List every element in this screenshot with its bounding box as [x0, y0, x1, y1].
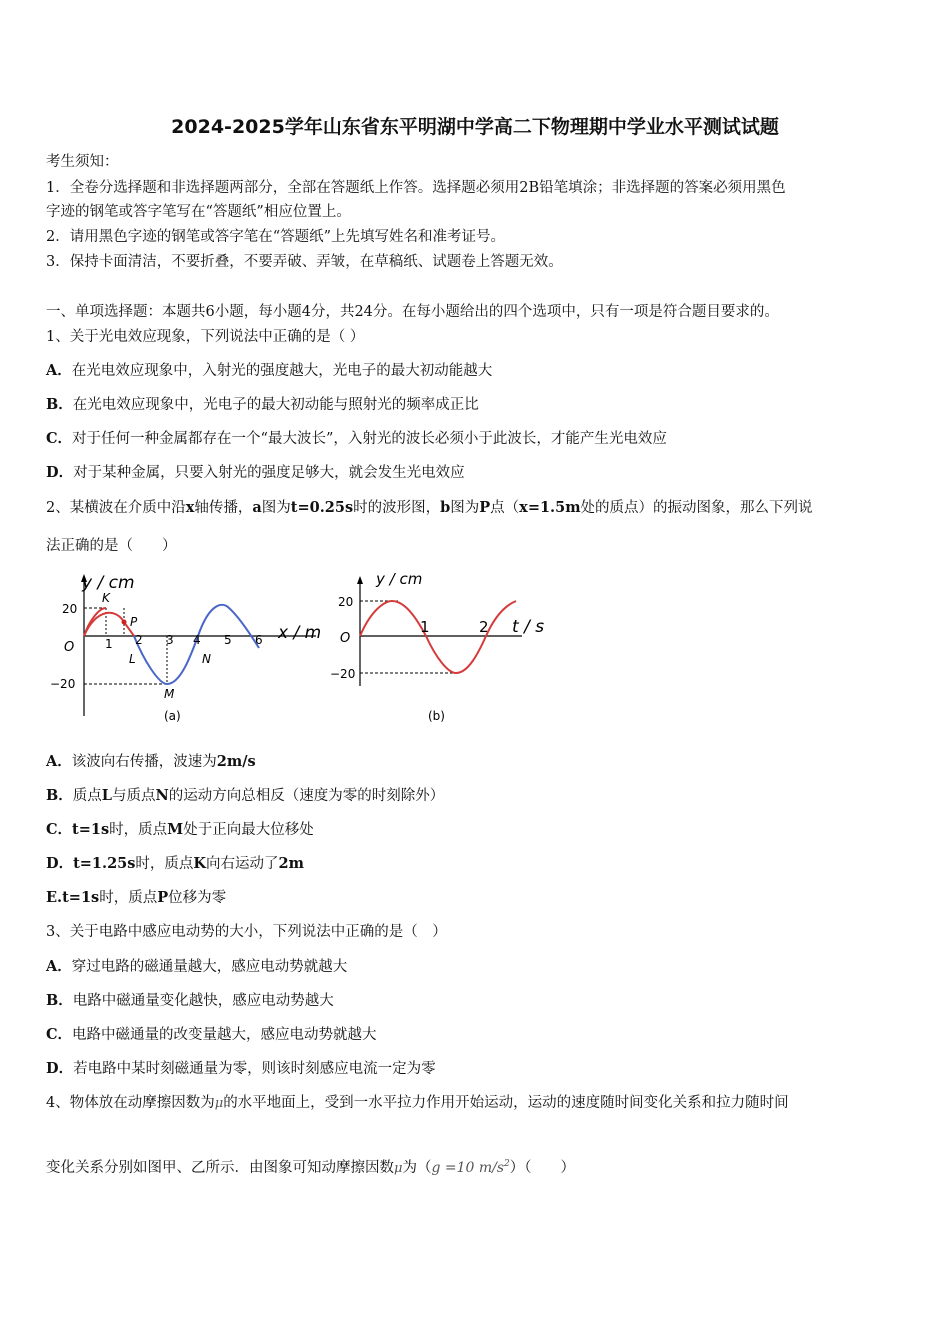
- q2-stem-part: 处的质点）的振动图象，那么下列说: [580, 500, 813, 516]
- tick-label-x: 6: [255, 633, 263, 647]
- option-key: D．: [46, 855, 74, 872]
- q4-stem-part: 为（: [402, 1159, 432, 1176]
- q4-stem-part: 变化关系分别如图甲、乙所示．由图象可知动摩擦因数: [46, 1159, 394, 1176]
- gravity-exponent: 2: [504, 1159, 510, 1169]
- point-label: N: [202, 652, 211, 666]
- question-4-stem: [46, 1093, 910, 1114]
- option-text: 在光电效应现象中，光电子的最大初动能与照射光的频率成正比: [72, 397, 479, 413]
- figure-caption: (b): [428, 709, 445, 723]
- tick-label-x: 4: [193, 633, 201, 647]
- tick-label-x: 3: [166, 633, 174, 647]
- tick-label-y: 20: [338, 595, 354, 609]
- option-text: 对于某种金属，只要入射光的强度足够大，就会发生光电效应: [73, 465, 465, 481]
- option-text: 2m/s: [216, 753, 256, 770]
- q2-option-d: [46, 854, 910, 874]
- tick-label-y: −20: [330, 667, 356, 681]
- option-text: 与质点: [111, 788, 156, 804]
- option-key: C．: [46, 821, 73, 838]
- option-text: 电路中磁通量的改变量越大，感应电动势就越大: [72, 1027, 377, 1043]
- question-3-stem: 3、关于电路中感应电动势的大小，下列说法中正确的是（ ）: [46, 924, 447, 940]
- option-text: 2m: [278, 855, 304, 872]
- q2-stem-part: 图为: [450, 500, 480, 516]
- option-text: 位移为零: [168, 890, 227, 906]
- option-text: 质点: [72, 788, 102, 804]
- option-text: L: [101, 787, 112, 804]
- option-key: D．: [46, 1060, 74, 1077]
- q2-stem-part: P: [479, 499, 491, 516]
- option-key: B．: [46, 787, 73, 804]
- figure-caption: (a): [164, 709, 181, 723]
- tick-label-t: 1: [420, 618, 430, 636]
- option-text: 对于任何一种金属都存在一个“最大波长”，入射光的波长必须小于此波长，才能产生光电效应: [72, 431, 667, 447]
- q1-option-c: [46, 429, 910, 449]
- tick-label-t: 2: [479, 618, 489, 636]
- q2-stem-part: 图为: [261, 500, 291, 516]
- option-text: N: [155, 787, 169, 804]
- notice-item: 3．保持卡面清洁，不要折叠，不要弄破、弄皱，在草稿纸、试题卷上答题无效。: [46, 254, 563, 270]
- point-p-marker: [122, 620, 127, 625]
- option-text: K: [193, 855, 207, 872]
- tick-label-y: 20: [62, 602, 78, 616]
- vibration-curve: [426, 601, 516, 673]
- q2-stem-part: a: [252, 499, 262, 516]
- option-text: 向右运动了: [206, 856, 279, 872]
- option-key: A．: [46, 958, 72, 975]
- q4-stem-part: 4、物体放在动摩擦因数为: [46, 1095, 215, 1111]
- option-text: t=1.25s: [73, 855, 136, 872]
- option-text: P: [157, 889, 169, 906]
- q2-option-e: [46, 888, 910, 908]
- option-text: 处于正向最大位移处: [183, 822, 314, 838]
- point-label: M: [164, 687, 175, 701]
- q2-stem-part: t=0.25s: [290, 499, 354, 516]
- option-text: 电路中磁通量变化越快，感应电动势越大: [72, 993, 334, 1009]
- wave-figure-a: [44, 566, 334, 726]
- tick-label-y: −20: [50, 677, 76, 691]
- option-key: B．: [46, 396, 73, 413]
- q2-stem-part: x=1.5m: [519, 499, 581, 516]
- mu-symbol: μ: [214, 1096, 224, 1111]
- tick-label-x: 2: [135, 633, 143, 647]
- q2-stem-part: 点（: [490, 500, 520, 516]
- q2-stem-part: 2、某横波在介质中沿: [46, 500, 186, 516]
- page-title: 2024-2025学年山东省东平明湖中学高二下物理期中学业水平测试试题: [171, 116, 779, 138]
- origin-label: O: [340, 631, 351, 646]
- q2-stem-part: b: [440, 499, 451, 516]
- q3-option-c: [46, 1025, 910, 1045]
- wave-curve-red: [84, 608, 106, 636]
- question-4-stem-line2: [46, 1154, 910, 1179]
- q3-option-a: [46, 957, 910, 977]
- option-key: D．: [46, 464, 74, 481]
- option-text: 穿过电路的磁通量越大，感应电动势就越大: [71, 959, 348, 975]
- q1-option-d: [46, 463, 910, 483]
- option-text: 若电路中某时刻磁通量为零，则该时刻感应电流一定为零: [73, 1061, 436, 1077]
- option-text: 该波向右传播，波速为: [71, 754, 217, 770]
- option-text: 在光电效应现象中，入射光的强度越大，光电子的最大初动能越大: [71, 363, 493, 379]
- q2-option-c: [46, 820, 910, 840]
- axis-label-y: y / cm: [82, 573, 135, 593]
- origin-label: O: [64, 640, 75, 655]
- option-text: 的运动方向总相反（速度为零的时刻除外）: [168, 788, 445, 804]
- wave-curve-red: [84, 613, 134, 636]
- y-axis-arrow: [357, 576, 363, 584]
- option-text: M: [167, 821, 184, 838]
- point-label: K: [102, 591, 110, 605]
- option-key: E.: [46, 889, 63, 906]
- tick-label-x: 1: [105, 637, 113, 651]
- option-text: t=1s: [62, 889, 100, 906]
- q2-option-a: [46, 752, 910, 772]
- tick-label-x: 5: [224, 633, 232, 647]
- section-heading: 一、单项选择题：本题共6小题，每小题4分，共24分。在每小题给出的四个选项中，只有一项是符合题目要求的。: [46, 304, 779, 320]
- notice-item: 2．请用黑色字迹的钢笔或答字笔在“答题纸”上先填写姓名和准考证号。: [46, 229, 506, 245]
- option-text: 时，质点: [99, 890, 158, 906]
- gravity-expression: g =10 m/s: [431, 1159, 505, 1176]
- q2-stem-part: 轴传播，: [194, 500, 253, 516]
- notice-header: 考生须知：: [46, 154, 119, 170]
- axis-label-t: t / s: [512, 617, 545, 637]
- q2-stem-part: x: [185, 499, 195, 516]
- q2-stem-part: 时的波形图，: [353, 500, 441, 516]
- option-key: A．: [46, 753, 72, 770]
- option-key: C．: [46, 430, 73, 447]
- notice-item: 1．全卷分选择题和非选择题两部分，全部在答题纸上作答。选择题必须用2B铅笔填涂；非选择题的答案必须用黑色: [46, 180, 786, 196]
- notice-item: 字迹的钢笔或答字笔写在“答题纸”相应位置上。: [46, 204, 351, 220]
- q4-stem-part: 的水平地面上，受到一水平拉力作用开始运动，运动的速度随时间变化关系和拉力随时间: [223, 1095, 789, 1111]
- q1-option-a: [46, 361, 910, 381]
- axis-label-x: x / m: [278, 623, 322, 643]
- question-2-stem: [46, 498, 910, 518]
- q1-option-b: [46, 395, 910, 415]
- mu-symbol: μ: [394, 1160, 403, 1176]
- q4-stem-part: ）（ ）: [509, 1159, 576, 1176]
- option-text: t=1s: [72, 821, 110, 838]
- question-1-stem: 1、关于光电效应现象，下列说法中正确的是（ ）: [46, 329, 365, 345]
- wave-figure-b: [326, 566, 562, 726]
- option-text: 时，质点: [109, 822, 168, 838]
- q3-option-d: [46, 1059, 910, 1079]
- option-key: B．: [46, 992, 73, 1009]
- axis-label-y: y / cm: [376, 570, 423, 588]
- option-key: C．: [46, 1026, 73, 1043]
- point-label: L: [129, 652, 136, 666]
- point-label: P: [130, 615, 138, 629]
- vibration-curve: [360, 601, 426, 636]
- question-2-stem-line2: 法正确的是（ ）: [46, 538, 177, 554]
- option-key: A．: [46, 362, 72, 379]
- q2-option-b: [46, 786, 910, 806]
- q3-option-b: [46, 991, 910, 1011]
- option-text: 时，质点: [135, 856, 194, 872]
